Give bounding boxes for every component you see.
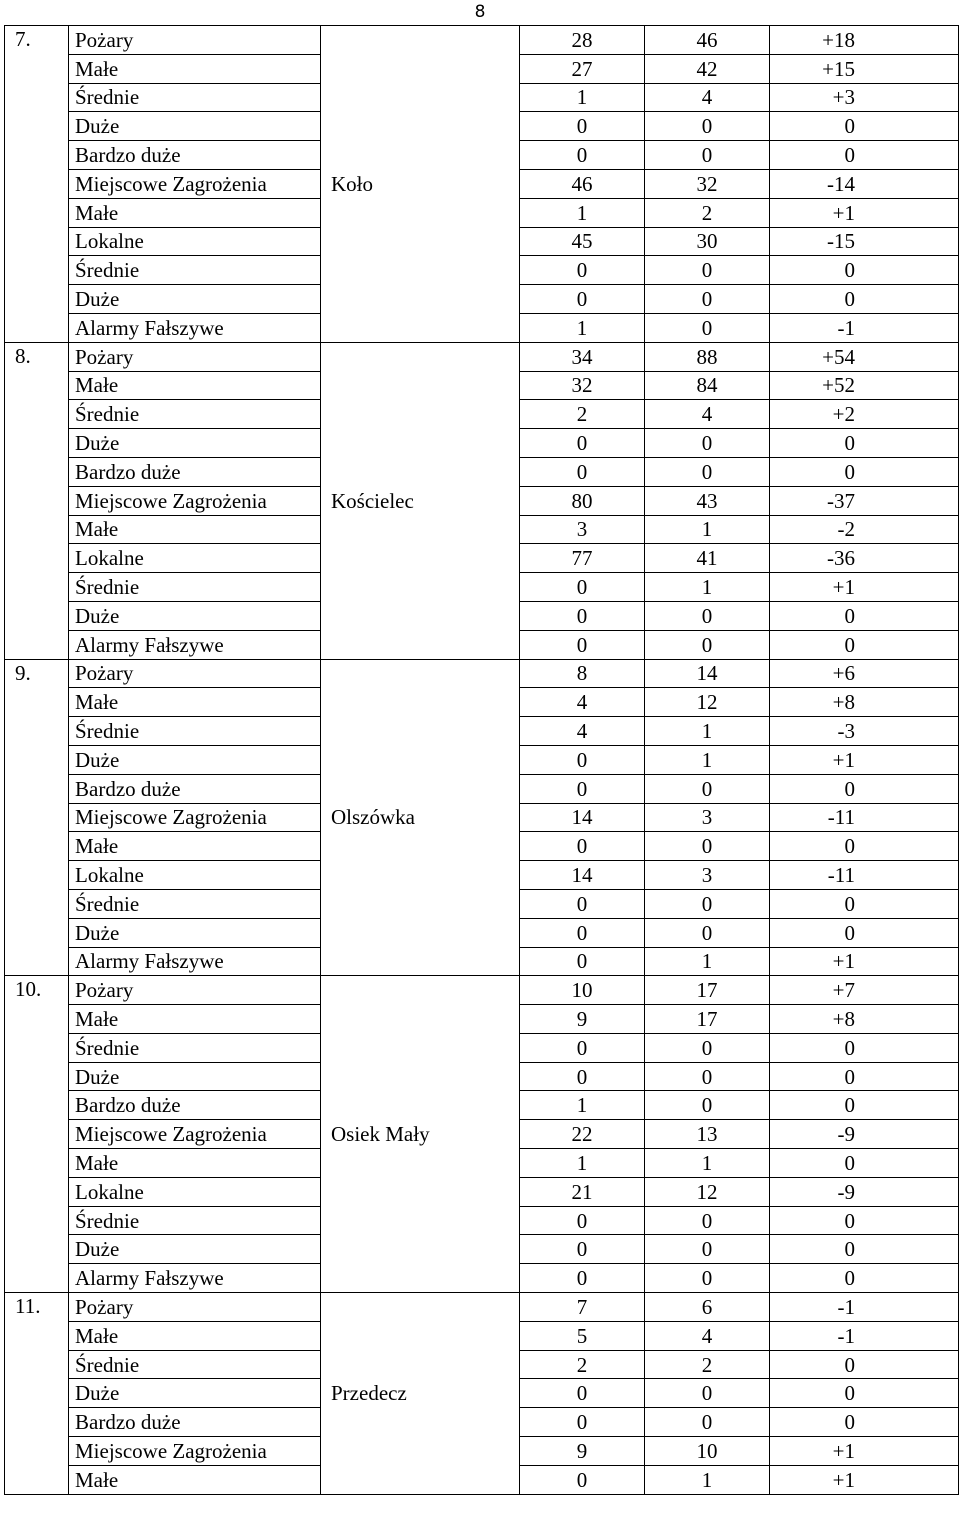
value-current: 4 xyxy=(645,1321,770,1350)
group-number: 11. xyxy=(5,1293,69,1495)
value-current: 1 xyxy=(645,947,770,976)
value-current: 0 xyxy=(645,889,770,918)
value-previous: 0 xyxy=(520,141,645,170)
value-previous: 0 xyxy=(520,630,645,659)
group-number: 10. xyxy=(5,976,69,1293)
value-current: 0 xyxy=(645,832,770,861)
value-difference: +2 xyxy=(770,400,959,429)
value-difference: +15 xyxy=(770,54,959,83)
value-previous: 28 xyxy=(520,26,645,55)
value-current: 1 xyxy=(645,515,770,544)
value-current: 0 xyxy=(645,774,770,803)
value-previous: 4 xyxy=(520,688,645,717)
value-difference: -11 xyxy=(770,803,959,832)
category-label: Małe xyxy=(69,1005,321,1034)
category-label: Duże xyxy=(69,112,321,141)
value-current: 17 xyxy=(645,1005,770,1034)
value-current: 0 xyxy=(645,141,770,170)
value-current: 0 xyxy=(645,457,770,486)
value-current: 1 xyxy=(645,1465,770,1494)
value-difference: +3 xyxy=(770,83,959,112)
value-difference: 0 xyxy=(770,1149,959,1178)
table-row xyxy=(5,1293,959,1322)
category-label: Średnie xyxy=(69,1350,321,1379)
value-previous: 1 xyxy=(520,198,645,227)
value-previous: 46 xyxy=(520,169,645,198)
category-label: Bardzo duże xyxy=(69,1091,321,1120)
value-previous: 7 xyxy=(520,1293,645,1322)
value-current: 88 xyxy=(645,342,770,371)
category-label: Średnie xyxy=(69,889,321,918)
value-difference: 0 xyxy=(770,1264,959,1293)
location-name: Kościelec xyxy=(321,342,520,659)
value-difference: +52 xyxy=(770,371,959,400)
value-difference: +8 xyxy=(770,1005,959,1034)
value-difference: -15 xyxy=(770,227,959,256)
value-difference: 0 xyxy=(770,256,959,285)
category-label: Średnie xyxy=(69,1033,321,1062)
value-current: 3 xyxy=(645,861,770,890)
value-difference: -37 xyxy=(770,486,959,515)
value-previous: 0 xyxy=(520,457,645,486)
category-label: Małe xyxy=(69,198,321,227)
value-previous: 0 xyxy=(520,889,645,918)
value-difference: -2 xyxy=(770,515,959,544)
value-current: 3 xyxy=(645,803,770,832)
value-current: 42 xyxy=(645,54,770,83)
value-previous: 0 xyxy=(520,1235,645,1264)
value-current: 2 xyxy=(645,1350,770,1379)
value-difference: +8 xyxy=(770,688,959,717)
category-label: Średnie xyxy=(69,717,321,746)
value-current: 32 xyxy=(645,169,770,198)
table-row xyxy=(5,659,959,688)
category-label: Małe xyxy=(69,1321,321,1350)
value-current: 0 xyxy=(645,112,770,141)
value-previous: 0 xyxy=(520,573,645,602)
value-previous: 0 xyxy=(520,1465,645,1494)
value-current: 17 xyxy=(645,976,770,1005)
category-label: Pożary xyxy=(69,659,321,688)
value-previous: 22 xyxy=(520,1120,645,1149)
category-label: Lokalne xyxy=(69,861,321,890)
value-difference: 0 xyxy=(770,429,959,458)
category-label: Duże xyxy=(69,601,321,630)
value-previous: 0 xyxy=(520,832,645,861)
value-previous: 14 xyxy=(520,803,645,832)
value-previous: 1 xyxy=(520,313,645,342)
value-difference: 0 xyxy=(770,285,959,314)
value-current: 0 xyxy=(645,1206,770,1235)
category-label: Małe xyxy=(69,1465,321,1494)
value-previous: 0 xyxy=(520,1264,645,1293)
value-previous: 1 xyxy=(520,1091,645,1120)
table-row xyxy=(5,342,959,371)
value-current: 1 xyxy=(645,1149,770,1178)
category-label: Duże xyxy=(69,429,321,458)
value-difference: 0 xyxy=(770,1350,959,1379)
value-difference: 0 xyxy=(770,1033,959,1062)
category-label: Małe xyxy=(69,54,321,83)
value-difference: +1 xyxy=(770,198,959,227)
value-difference: 0 xyxy=(770,112,959,141)
value-previous: 9 xyxy=(520,1437,645,1466)
value-difference: +7 xyxy=(770,976,959,1005)
value-previous: 80 xyxy=(520,486,645,515)
value-previous: 10 xyxy=(520,976,645,1005)
value-previous: 0 xyxy=(520,285,645,314)
value-previous: 0 xyxy=(520,745,645,774)
value-previous: 0 xyxy=(520,947,645,976)
table-body xyxy=(5,26,959,1495)
category-label: Średnie xyxy=(69,83,321,112)
category-label: Duże xyxy=(69,1062,321,1091)
category-label: Lokalne xyxy=(69,227,321,256)
category-label: Małe xyxy=(69,371,321,400)
value-difference: 0 xyxy=(770,918,959,947)
value-previous: 0 xyxy=(520,918,645,947)
value-difference: 0 xyxy=(770,630,959,659)
category-label: Małe xyxy=(69,832,321,861)
value-previous: 0 xyxy=(520,429,645,458)
category-label: Bardzo duże xyxy=(69,774,321,803)
group-number: 7. xyxy=(5,26,69,343)
category-label: Małe xyxy=(69,688,321,717)
value-current: 0 xyxy=(645,256,770,285)
value-previous: 77 xyxy=(520,544,645,573)
value-current: 0 xyxy=(645,429,770,458)
value-difference: -1 xyxy=(770,1321,959,1350)
value-current: 4 xyxy=(645,400,770,429)
category-label: Pożary xyxy=(69,342,321,371)
value-previous: 32 xyxy=(520,371,645,400)
value-previous: 8 xyxy=(520,659,645,688)
page-number: 8 xyxy=(474,2,486,22)
value-difference: +54 xyxy=(770,342,959,371)
value-difference: -36 xyxy=(770,544,959,573)
value-previous: 2 xyxy=(520,1350,645,1379)
category-label: Alarmy Fałszywe xyxy=(69,630,321,659)
value-current: 4 xyxy=(645,83,770,112)
value-current: 41 xyxy=(645,544,770,573)
value-difference: 0 xyxy=(770,1206,959,1235)
category-label: Miejscowe Zagrożenia xyxy=(69,803,321,832)
value-previous: 2 xyxy=(520,400,645,429)
category-label: Bardzo duże xyxy=(69,141,321,170)
value-previous: 0 xyxy=(520,1206,645,1235)
value-difference: 0 xyxy=(770,1062,959,1091)
value-difference: +1 xyxy=(770,1437,959,1466)
value-difference: +1 xyxy=(770,745,959,774)
category-label: Miejscowe Zagrożenia xyxy=(69,169,321,198)
category-label: Duże xyxy=(69,918,321,947)
table-row xyxy=(5,976,959,1005)
value-previous: 1 xyxy=(520,83,645,112)
value-previous: 0 xyxy=(520,1033,645,1062)
value-current: 30 xyxy=(645,227,770,256)
value-previous: 0 xyxy=(520,1062,645,1091)
category-label: Bardzo duże xyxy=(69,1408,321,1437)
value-difference: 0 xyxy=(770,832,959,861)
value-current: 0 xyxy=(645,630,770,659)
value-current: 1 xyxy=(645,573,770,602)
value-current: 0 xyxy=(645,1408,770,1437)
value-current: 12 xyxy=(645,1177,770,1206)
value-difference: 0 xyxy=(770,774,959,803)
category-label: Duże xyxy=(69,1379,321,1408)
category-label: Średnie xyxy=(69,1206,321,1235)
value-previous: 0 xyxy=(520,112,645,141)
value-difference: +18 xyxy=(770,26,959,55)
value-current: 0 xyxy=(645,285,770,314)
value-difference: -11 xyxy=(770,861,959,890)
category-label: Średnie xyxy=(69,573,321,602)
value-difference: 0 xyxy=(770,1091,959,1120)
category-label: Małe xyxy=(69,515,321,544)
location-name: Koło xyxy=(321,26,520,343)
value-previous: 21 xyxy=(520,1177,645,1206)
value-current: 43 xyxy=(645,486,770,515)
value-difference: 0 xyxy=(770,1379,959,1408)
value-difference: 0 xyxy=(770,601,959,630)
value-difference: +1 xyxy=(770,573,959,602)
value-current: 13 xyxy=(645,1120,770,1149)
category-label: Miejscowe Zagrożenia xyxy=(69,1437,321,1466)
category-label: Lokalne xyxy=(69,544,321,573)
value-difference: -1 xyxy=(770,313,959,342)
value-current: 0 xyxy=(645,918,770,947)
value-difference: -9 xyxy=(770,1177,959,1206)
category-label: Duże xyxy=(69,745,321,774)
category-label: Pożary xyxy=(69,1293,321,1322)
category-label: Alarmy Fałszywe xyxy=(69,947,321,976)
group-number: 8. xyxy=(5,342,69,659)
value-current: 0 xyxy=(645,313,770,342)
value-difference: 0 xyxy=(770,1408,959,1437)
value-current: 0 xyxy=(645,1062,770,1091)
category-label: Miejscowe Zagrożenia xyxy=(69,486,321,515)
value-current: 14 xyxy=(645,659,770,688)
category-label: Małe xyxy=(69,1149,321,1178)
value-previous: 0 xyxy=(520,1379,645,1408)
category-label: Pożary xyxy=(69,976,321,1005)
value-difference: 0 xyxy=(770,141,959,170)
value-previous: 0 xyxy=(520,601,645,630)
table-row xyxy=(5,26,959,55)
value-previous: 5 xyxy=(520,1321,645,1350)
value-difference: -3 xyxy=(770,717,959,746)
value-previous: 0 xyxy=(520,1408,645,1437)
value-current: 2 xyxy=(645,198,770,227)
category-label: Alarmy Fałszywe xyxy=(69,1264,321,1293)
category-label: Średnie xyxy=(69,400,321,429)
value-previous: 14 xyxy=(520,861,645,890)
value-current: 1 xyxy=(645,745,770,774)
value-difference: -9 xyxy=(770,1120,959,1149)
value-current: 0 xyxy=(645,601,770,630)
value-previous: 9 xyxy=(520,1005,645,1034)
location-name: Olszówka xyxy=(321,659,520,976)
value-difference: -1 xyxy=(770,1293,959,1322)
value-current: 0 xyxy=(645,1379,770,1408)
value-current: 10 xyxy=(645,1437,770,1466)
value-current: 0 xyxy=(645,1091,770,1120)
value-current: 0 xyxy=(645,1264,770,1293)
value-difference: +6 xyxy=(770,659,959,688)
category-label: Bardzo duże xyxy=(69,457,321,486)
value-previous: 45 xyxy=(520,227,645,256)
value-difference: 0 xyxy=(770,1235,959,1264)
location-name: Osiek Mały xyxy=(321,976,520,1293)
value-previous: 34 xyxy=(520,342,645,371)
value-current: 84 xyxy=(645,371,770,400)
value-difference: 0 xyxy=(770,889,959,918)
value-difference: 0 xyxy=(770,457,959,486)
category-label: Duże xyxy=(69,1235,321,1264)
value-previous: 3 xyxy=(520,515,645,544)
value-difference: +1 xyxy=(770,947,959,976)
category-label: Pożary xyxy=(69,26,321,55)
value-previous: 0 xyxy=(520,774,645,803)
value-difference: -14 xyxy=(770,169,959,198)
incident-statistics-table xyxy=(4,25,959,1495)
value-previous: 27 xyxy=(520,54,645,83)
value-current: 6 xyxy=(645,1293,770,1322)
category-label: Miejscowe Zagrożenia xyxy=(69,1120,321,1149)
value-current: 46 xyxy=(645,26,770,55)
value-previous: 0 xyxy=(520,256,645,285)
value-current: 0 xyxy=(645,1033,770,1062)
location-name: Przedecz xyxy=(321,1293,520,1495)
value-previous: 4 xyxy=(520,717,645,746)
category-label: Duże xyxy=(69,285,321,314)
value-difference: +1 xyxy=(770,1465,959,1494)
value-current: 12 xyxy=(645,688,770,717)
value-current: 1 xyxy=(645,717,770,746)
group-number: 9. xyxy=(5,659,69,976)
value-previous: 1 xyxy=(520,1149,645,1178)
category-label: Alarmy Fałszywe xyxy=(69,313,321,342)
category-label: Średnie xyxy=(69,256,321,285)
category-label: Lokalne xyxy=(69,1177,321,1206)
value-current: 0 xyxy=(645,1235,770,1264)
